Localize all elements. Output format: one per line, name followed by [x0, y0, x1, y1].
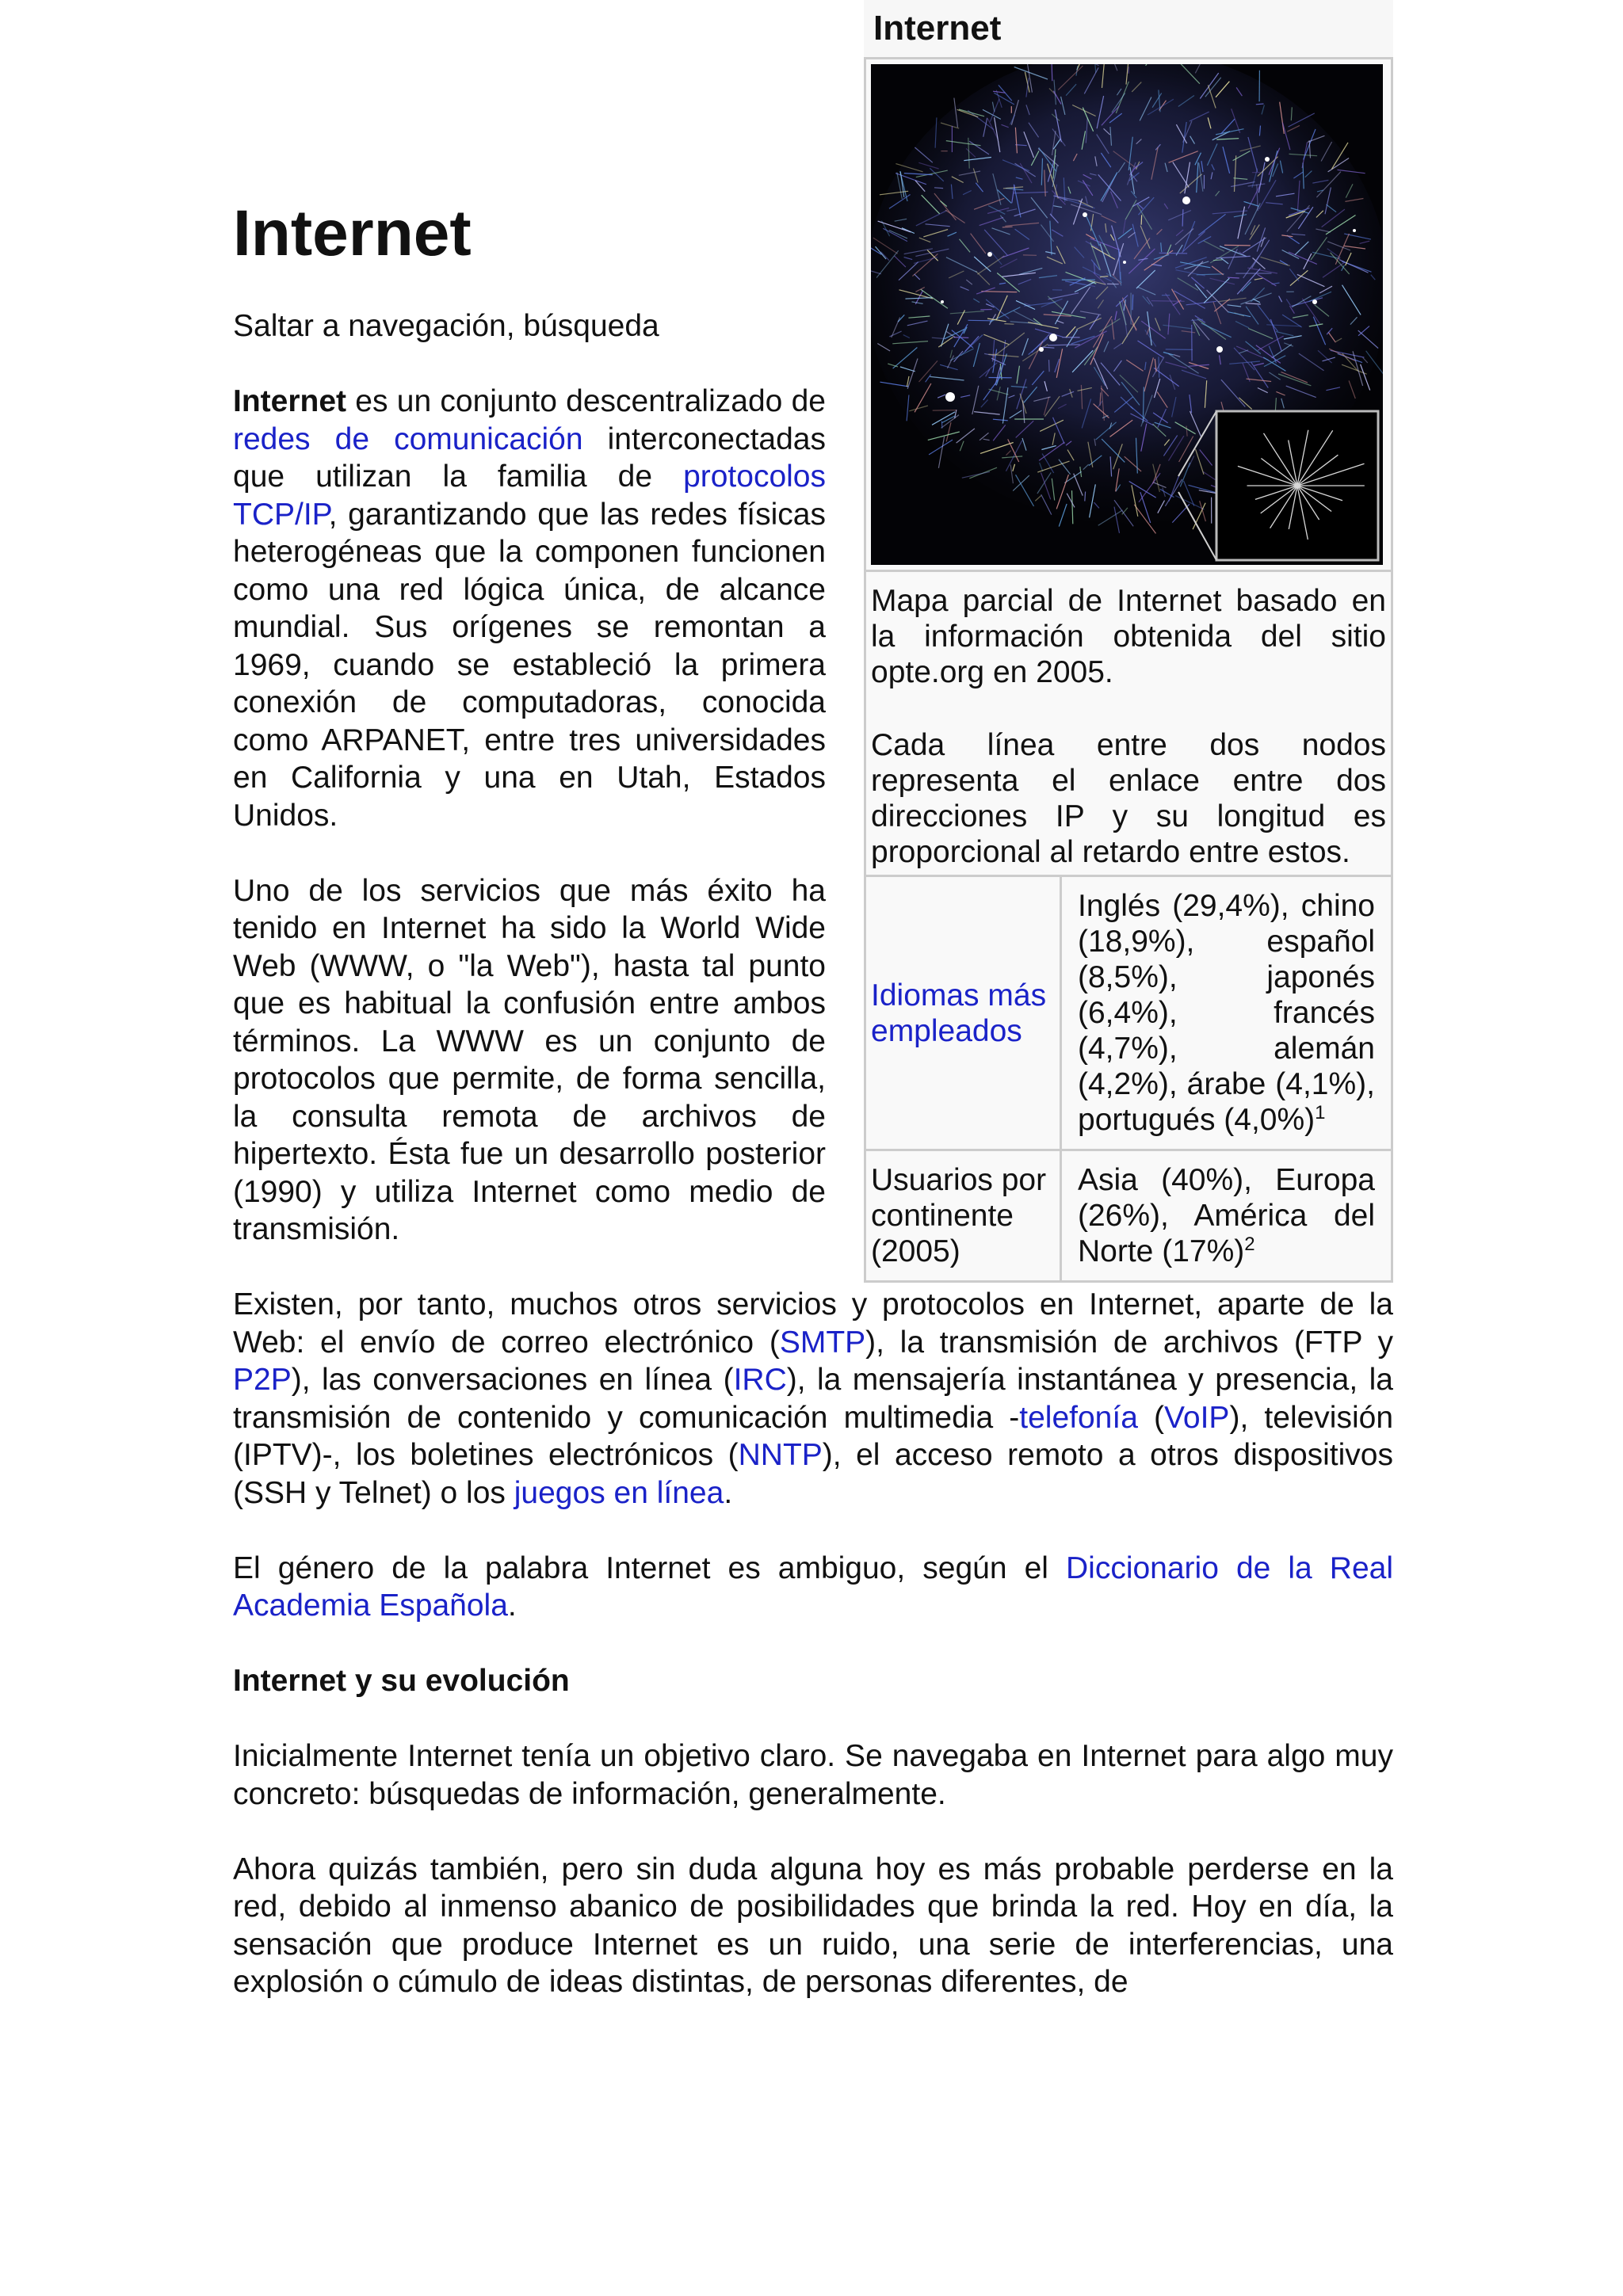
link-nntp[interactable]: NNTP [738, 1438, 823, 1472]
paragraph-intro [233, 383, 826, 834]
article-content [233, 198, 1393, 2001]
gender-text-2: . [507, 1589, 517, 1623]
infobox-key-users: Usuarios por continente (2005) [865, 1150, 1061, 1282]
reference-2[interactable]: 2 [1244, 1234, 1255, 1255]
link-telefonia[interactable]: telefonía [1019, 1400, 1138, 1435]
languages-value: Inglés (29,4%), chino (18,9%), español (8,5%), japonés (6,4%), francés (4,7%), alemán (4,2%), árabe (4,1%), portugués (4,0%) [1078, 889, 1375, 1137]
infobox-title: Internet [864, 0, 1393, 57]
paragraph-gender [233, 1550, 1393, 1625]
link-protocolos-tcpip[interactable]: protocolos TCP/IP [233, 460, 826, 532]
paragraph-evolution-1: Inicialmente Internet tenía un objetivo claro. Se navegaba en Internet para algo muy concreto: búsquedas de información, generalmente. [233, 1739, 1393, 1811]
gender-text-1: El género de la palabra Internet es ambiguo, según el [233, 1550, 1066, 1585]
link-irc[interactable]: IRC [733, 1363, 787, 1397]
languages-link[interactable]: Idiomas más empleados [871, 978, 1047, 1048]
section-heading-evolution: Internet y su evolución [233, 1664, 570, 1698]
services-text-3: ), las conversaciones en línea ( [291, 1363, 734, 1397]
services-text-6: ), televisión (IPTV)-, los boletines electrónicos ( [233, 1400, 1394, 1472]
users-value: Asia (40%), Europa (26%), América del Norte (17%) [1078, 1163, 1375, 1268]
intro-text-2: interconectadas que utilizan la familia de [233, 421, 826, 494]
services-text-2: ), la transmisión de archivos (FTP y [865, 1325, 1393, 1360]
services-text-5: ( [1137, 1400, 1165, 1435]
link-smtp[interactable]: SMTP [779, 1325, 866, 1360]
link-voip[interactable]: VoIP [1164, 1400, 1230, 1435]
caption-text-1: Mapa parcial de Internet basado en la información obtenida del sitio opte.org en 2005. [871, 584, 1386, 689]
link-diccionario-rae[interactable]: Diccionario de la Real Academia Española [233, 1550, 1393, 1623]
paragraph-services [233, 1286, 1393, 1512]
intro-text-3: , garantizando que las redes físicas heterogéneas que la componen funcionen como una red lógica única, de alcance mundial. Sus orígenes se remontan a 1969, cuando se estableció la primera conexión de computadoras, conocida como ARPANET, entre tres universidades en California y una en Utah, Estados Unidos. [233, 497, 826, 833]
caption-text-2: Cada línea entre dos nodos representa el enlace entre dos direcciones IP y su longitud es proporcional al retardo entre estos. [871, 728, 1386, 869]
services-text-7: ), el acceso remoto a otros dispositivos (SSH y Telnet) o los [233, 1438, 1393, 1510]
services-text-4: ), la mensajería instantánea y presencia, la transmisión de contenido y comunicación multimedia - [233, 1363, 1393, 1435]
reference-1[interactable]: 1 [1315, 1102, 1326, 1123]
intro-text-1: es un conjunto descentralizado de [346, 384, 826, 418]
page-title: Internet [233, 197, 472, 269]
paragraph-evolution-2: Ahora quizás también, pero sin duda alguna hoy es más probable perderse en la red, debido al inmenso abanico de posibilidades que brinda la red. Hoy en día, la sensación que produce Internet es un ruido, una serie de interferencias, una explosión o cúmulo de ideas distintas, de personas diferentes, de [233, 1852, 1393, 1999]
link-p2p[interactable]: P2P [233, 1363, 292, 1397]
term-internet: Internet [233, 384, 347, 418]
services-text-1: Existen, por tanto, muchos otros servicios y protocolos en Internet, aparte de la Web: el envío de correo electrónico ( [233, 1287, 1393, 1360]
link-redes-comunicacion[interactable]: redes de comunicación [233, 421, 583, 456]
skip-navigation[interactable]: Saltar a navegación, búsqueda [233, 309, 659, 343]
services-text-8: . [724, 1475, 733, 1510]
link-juegos-en-linea[interactable]: juegos en línea [514, 1475, 724, 1510]
paragraph-www: Uno de los servicios que más éxito ha tenido en Internet ha sido la World Wide Web (WWW, o "la Web"), hasta tal punto que es habitual la confusión entre ambos términos. La WWW es un conjunto de protocolos que permite, de forma sencilla, la consulta remota de archivos de hipertexto. Ésta fue un desarrollo posterior (1990) y utiliza Internet como medio de transmisión. [233, 873, 826, 1246]
